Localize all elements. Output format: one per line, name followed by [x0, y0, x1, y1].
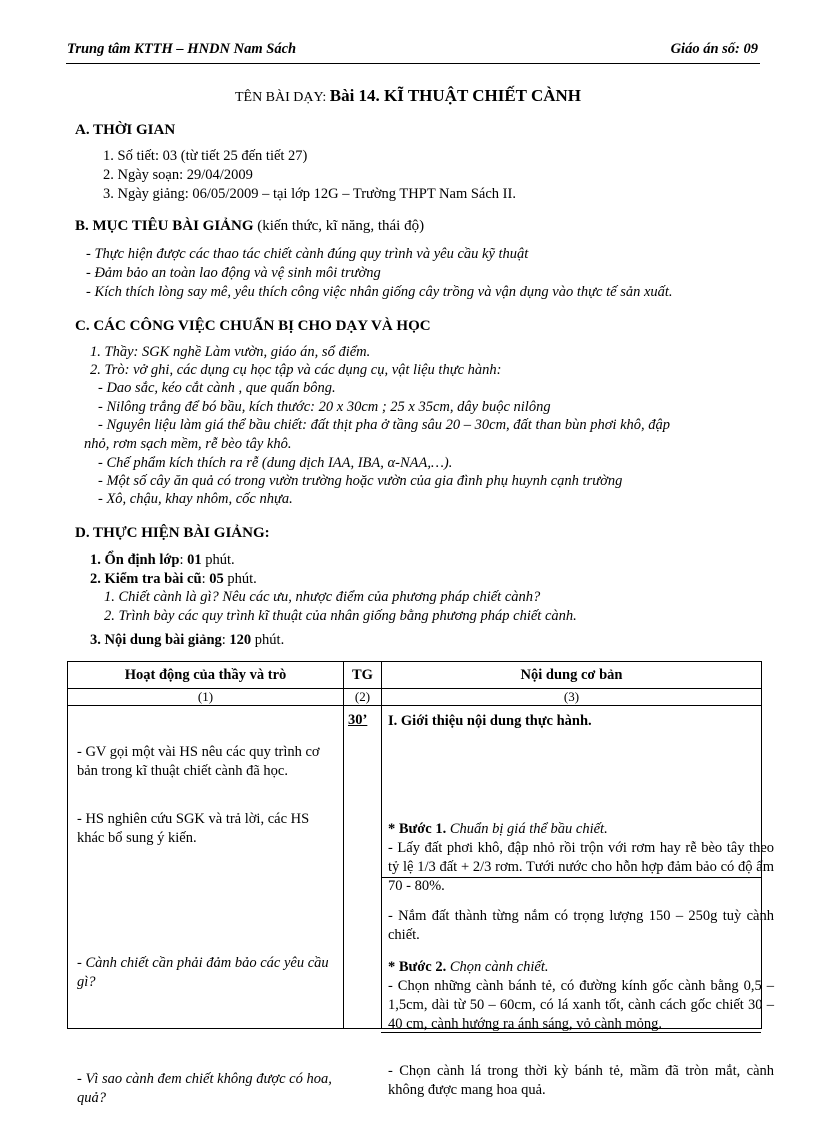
table-cell-activities [68, 706, 344, 1106]
step-1-text: - Lấy đất phơi khô, đập nhỏ rồi trộn với rơm hay rễ bèo tây theo tỷ lệ 1/3 đất + 2/3 rơm. Tưới nước cho hỗn hợp đảm bảo có độ ẩm 70 - 80%. [388, 840, 774, 894]
activity-paragraph [77, 954, 339, 992]
section-c-heading: C. CÁC CÔNG VIỆC CHUẨN BỊ CHO DẠY VÀ HỌC [75, 318, 431, 334]
content-heading: I. Giới thiệu nội dung thực hành. [388, 713, 592, 729]
table-number-row [68, 689, 762, 706]
step-2-label: * Bước 2. [388, 959, 447, 975]
section-c-item: - Nguyên liệu làm giá thể bầu chiết: đất thịt pha ở tầng sâu 20 – 30cm, đất than bùn phơi khô, đập [98, 417, 671, 433]
step-2-extra [388, 1062, 774, 1100]
section-d-item-3-label: 3. Nội dung bài giảng [90, 632, 222, 648]
section-d-item-3-value: 120 [229, 632, 252, 648]
lesson-title-main: Bài 14. KĨ THUẬT CHIẾT CÀNH [329, 86, 582, 105]
header-divider [66, 63, 760, 64]
activity-paragraph [77, 1070, 339, 1108]
content-divider [381, 1032, 761, 1033]
section-b-item: - Đảm bảo an toàn lao động và vệ sinh môi trường [86, 265, 381, 281]
lesson-title-label: TÊN BÀI DẠY: [234, 90, 330, 105]
section-d-item-1-value: 01 [187, 552, 202, 568]
section-d-item-1-label: 1. Ổn định lớp [90, 552, 180, 568]
section-d-heading: D. THỰC HIỆN BÀI GIẢNG: [75, 525, 270, 541]
section-c-item: nhỏ, rơm sạch mềm, rễ bèo tây khô. [84, 436, 292, 452]
section-b-heading [75, 218, 424, 235]
section-b-item: - Thực hiện được các thao tác chiết cành đúng quy trình và yêu cầu kỹ thuật [86, 246, 529, 262]
time-value: 30’ [348, 712, 368, 728]
section-d-item-3-sep: : [221, 632, 230, 648]
section-d-item-3-unit: phút. [251, 632, 285, 648]
content-divider [381, 877, 761, 878]
step-2-block [388, 958, 774, 1034]
table-body-row [68, 706, 762, 1029]
section-c-item: - Chế phẩm kích thích ra rễ (dung dịch IAA, IBA, α-NAA,…). [98, 455, 453, 471]
step-2-text: - Chọn những cành bánh tẻ, có đường kính gốc cành bằng 0,5 – 1,5cm, dài từ 50 – 60cm, có lá xanh tốt, cành cách gốc chiết 30 – 40 cm, cành hướng ra ánh sáng, vỏ cành mỏng. [388, 978, 774, 1032]
step-2-title: Chọn cành chiết. [446, 959, 549, 975]
section-d-item-2 [90, 571, 257, 588]
section-c-item: 2. Trò: vở ghi, các dụng cụ học tập và các dụng cụ, vật liệu thực hành: [90, 362, 502, 378]
table-column-number: (2) [344, 689, 382, 706]
section-d-item-2-label: 2. Kiểm tra bài cũ [90, 571, 202, 587]
lesson-title [0, 86, 816, 106]
activity-text: - GV gọi một vài HS nêu các quy trình cơ bản trong kĩ thuật chiết cành đã học. [77, 744, 320, 779]
section-d-item-2-sep: : [201, 571, 210, 587]
activity-question: - Vì sao cành đem chiết không được có hoa, quả? [77, 1071, 332, 1106]
section-b-heading-text: B. MỤC TIÊU BÀI GIẢNG [75, 218, 254, 234]
section-a-item: 1. Số tiết: 03 (từ tiết 25 đến tiết 27) [103, 148, 308, 164]
section-b-item: - Kích thích lòng say mê, yêu thích công việc nhân giống cây trồng và vận dụng vào thực tế sản xuất. [86, 284, 673, 300]
section-a-item: 2. Ngày soạn: 29/04/2009 [103, 167, 253, 183]
section-d-item-1-unit: phút. [201, 552, 235, 568]
table-column-number: (3) [382, 689, 762, 706]
activity-text: - HS nghiên cứu SGK và trả lời, các HS khác bổ sung ý kiến. [77, 811, 310, 846]
step-2-text: - Chọn cành lá trong thời kỳ bánh tẻ, mầm đã tròn mắt, cành không được mang hoa quả. [388, 1063, 774, 1098]
section-d-item-1 [90, 552, 235, 569]
step-1-label: * Bước 1. [388, 821, 447, 837]
table-cell-content [382, 706, 774, 1098]
section-d-item-3 [90, 632, 284, 649]
section-c-item: 1. Thầy: SGK nghề Làm vườn, giáo án, sổ điểm. [90, 344, 371, 360]
step-1-extra [388, 907, 774, 945]
section-d-question: 2. Trình bày các quy trình kĩ thuật của nhân giống bằng phương pháp chiết cành. [104, 608, 577, 624]
section-c-item: - Một số cây ăn quả có trong vườn trường hoặc vườn của gia đình phụ huynh cạnh trường [98, 473, 623, 489]
section-d-item-1-sep: : [179, 552, 188, 568]
section-d-question: 1. Chiết cành là gì? Nêu các ưu, nhược điểm của phương pháp chiết cành? [104, 589, 541, 605]
table-cell-time [344, 706, 382, 1029]
lesson-table [67, 661, 774, 1106]
section-d-item-2-unit: phút. [223, 571, 257, 587]
table-header-time: TG [344, 662, 382, 689]
section-a-item: 3. Ngày giảng: 06/05/2009 – tại lớp 12G – Trường THPT Nam Sách II. [103, 186, 516, 202]
header-institution: Trung tâm KTTH – HNDN Nam Sách [67, 41, 297, 57]
section-c-item: - Xô, chậu, khay nhôm, cốc nhựa. [98, 491, 293, 507]
step-1-block [388, 820, 774, 896]
table-column-number: (1) [68, 689, 344, 706]
section-c-item: - Nilông trắng để bó bầu, kích thước: 20 x 30cm ; 25 x 35cm, dây buộc nilông [98, 399, 551, 415]
table-header-content: Nội dung cơ bản [382, 662, 762, 689]
header-lesson-number: Giáo án số: 09 [670, 41, 758, 57]
step-1-text: - Nắm đất thành từng nắm có trọng lượng 150 – 250g tuỳ cành chiết. [388, 908, 774, 943]
table-header-row [68, 662, 762, 689]
step-1-title: Chuẩn bị giá thể bầu chiết. [446, 821, 608, 837]
activity-question: - Cành chiết cần phải đảm bảo các yêu cầu gì? [77, 955, 329, 990]
table-header-activities: Hoạt động của thầy và trò [68, 662, 344, 689]
section-b-heading-note: (kiến thức, kĩ năng, thái độ) [253, 218, 425, 234]
section-d-item-2-value: 05 [209, 571, 224, 587]
activity-paragraph [77, 810, 339, 848]
section-c-item: - Dao sắc, kéo cắt cành , que quấn bông. [98, 380, 336, 396]
section-a-heading: A. THỜI GIAN [75, 122, 176, 138]
activity-paragraph [77, 743, 339, 781]
